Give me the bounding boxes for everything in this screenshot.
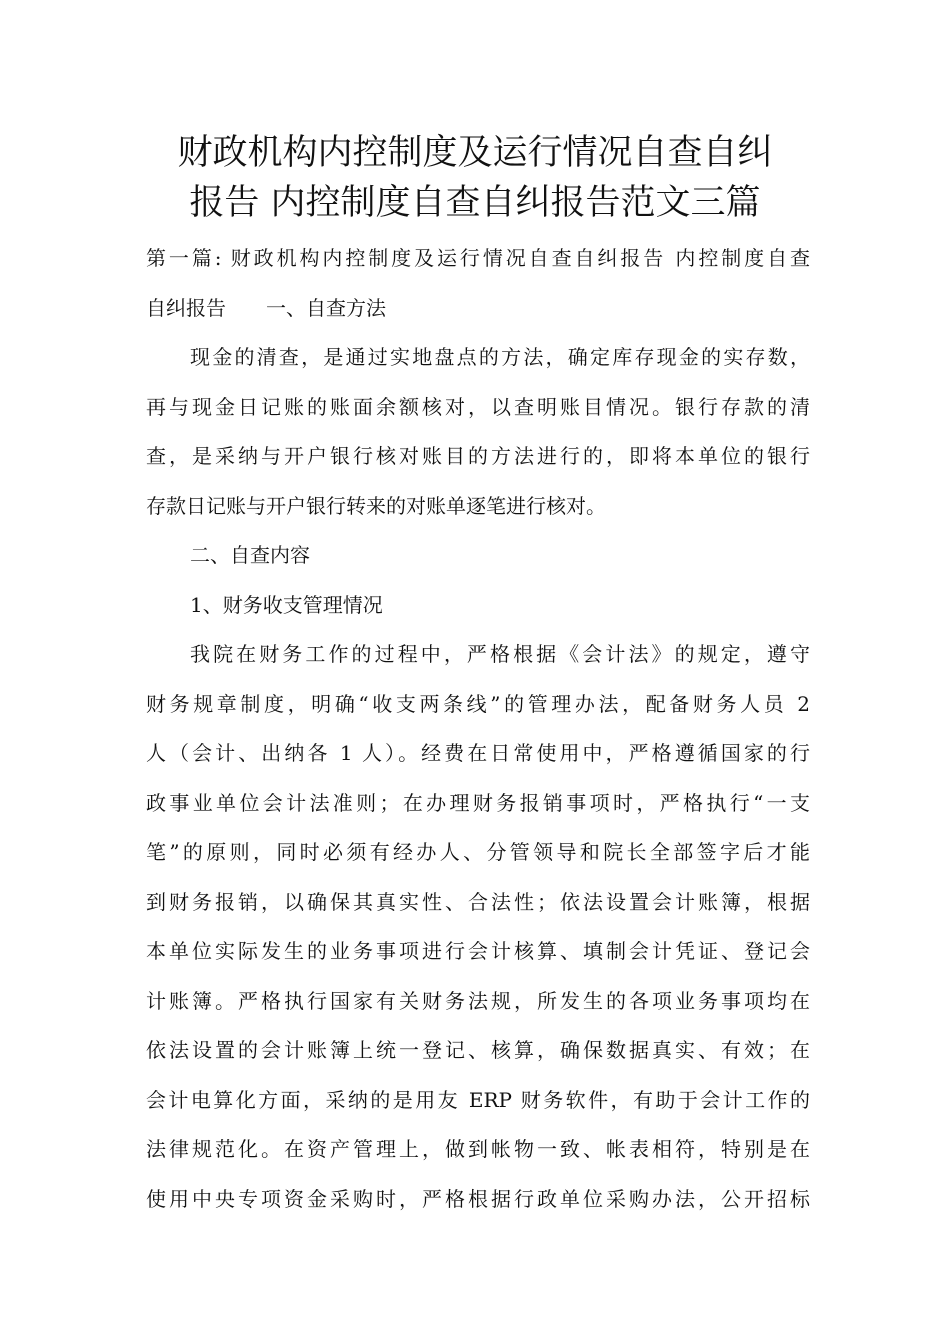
body-line: 政事业单位会计法准则；在办理财务报销事项时，严格执行“一支 xyxy=(146,790,810,815)
document-body xyxy=(146,234,810,1224)
body-line: 法律规范化。在资产管理上，做到帐物一致、帐表相符，特别是在 xyxy=(146,1137,810,1161)
body-line: 现金的清查，是通过实地盘点的方法，确定库存现金的实存数， xyxy=(190,345,810,369)
body-line: 存款日记账与开户银行转来的对账单逐笔进行核对。 xyxy=(146,493,606,518)
body-line: 自纠报告 一、自查方法 xyxy=(146,295,386,320)
title-line: 财政机构内控制度及运行情况自查自纠 xyxy=(177,133,773,173)
section-heading: 二、自查内容 xyxy=(190,543,310,567)
subsection-heading: 1、财务收支管理情况 xyxy=(190,592,383,617)
body-line: 笔”的原则，同时必须有经办人、分管领导和院长全部签字后才能 xyxy=(146,840,810,864)
body-line: 计账簿。严格执行国家有关财务法规，所发生的各项业务事项均在 xyxy=(146,988,810,1013)
body-line: 再与现金日记账的账面余额核对，以查明账目情况。银行存款的清 xyxy=(146,394,810,419)
body-line: 财务规章制度，明确“收支两条线”的管理办法，配备财务人员 2 xyxy=(146,691,810,716)
document-title xyxy=(110,128,840,228)
body-line: 到财务报销，以确保其真实性、合法性；依法设置会计账簿，根据 xyxy=(146,889,810,914)
body-line: 使用中央专项资金采购时，严格根据行政单位采购办法，公开招标 xyxy=(146,1186,810,1211)
title-line: 报告 内控制度自查自纠报告范文三篇 xyxy=(189,183,761,223)
body-line: 依法设置的会计账簿上统一登记、核算，确保数据真实、有效；在 xyxy=(146,1038,810,1062)
body-line: 本单位实际发生的业务事项进行会计核算、填制会计凭证、登记会 xyxy=(146,939,810,963)
body-line: 我院在财务工作的过程中，严格根据《会计法》的规定，遵守 xyxy=(190,642,810,666)
body-line: 查，是采纳与开户银行核对账目的方法进行的，即将本单位的银行 xyxy=(146,444,810,468)
body-line: 第一篇: 财政机构内控制度及运行情况自查自纠报告 内控制度自查 xyxy=(146,246,810,270)
body-line: 人（会计、出纳各 1 人）。经费在日常使用中，严格遵循国家的行 xyxy=(146,741,810,765)
body-line: 会计电算化方面，采纳的是用友 ERP 财务软件，有助于会计工作的 xyxy=(146,1087,810,1112)
